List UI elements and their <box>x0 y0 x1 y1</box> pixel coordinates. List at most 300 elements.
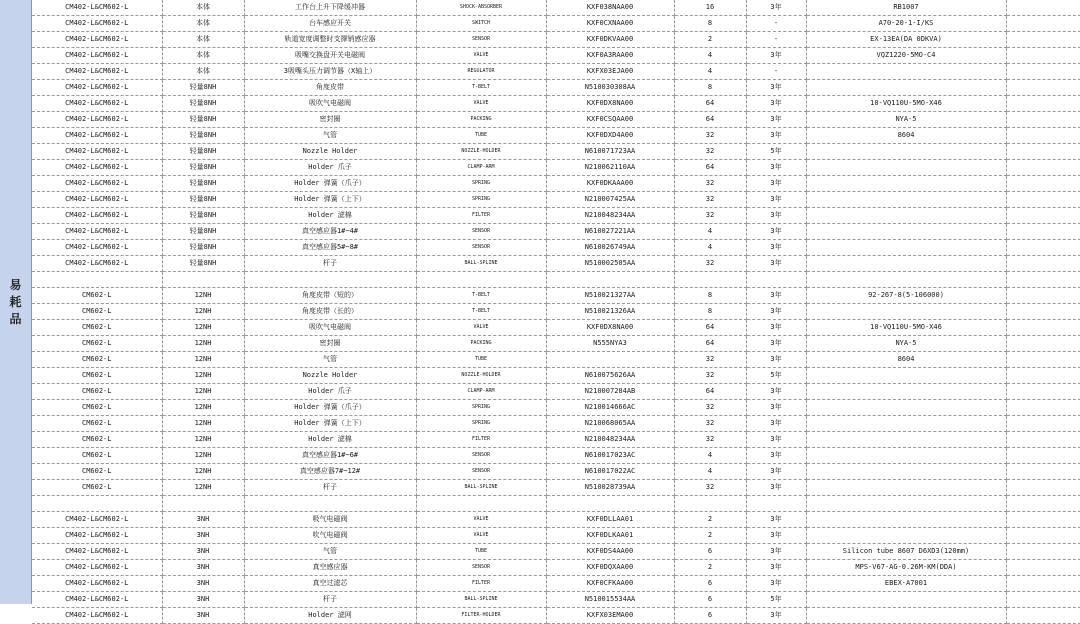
quantity-cell: 32 <box>674 176 746 192</box>
part-type-cell: CLAMP-ARM <box>416 160 546 176</box>
part-type-cell: SPRING <box>416 192 546 208</box>
part-type-cell: VALVE <box>416 320 546 336</box>
part-name-cell: Holder 滤网 <box>244 608 416 624</box>
part-type-cell: SENSOR <box>416 224 546 240</box>
empty-cell <box>244 272 416 288</box>
life-cell: 3年 <box>746 432 806 448</box>
note-cell <box>1006 576 1080 592</box>
spec-cell: NYA-5 <box>806 336 1006 352</box>
part-number-cell <box>546 352 674 368</box>
part-number-cell: N610017022AC <box>546 464 674 480</box>
life-cell: 3年 <box>746 96 806 112</box>
part-type-cell: BALL-SPLINE <box>416 480 546 496</box>
unit-cell: 轻量8NH <box>162 96 244 112</box>
table-row <box>32 16 1080 32</box>
spec-cell: 8604 <box>806 128 1006 144</box>
model-cell: CM402-L&CM602-L <box>32 16 162 32</box>
part-name-cell: 吸吹气电磁阀 <box>244 96 416 112</box>
part-type-cell: FILTER <box>416 432 546 448</box>
part-type-cell: VALVE <box>416 512 546 528</box>
model-cell: CM402-L&CM602-L <box>32 528 162 544</box>
quantity-cell: 4 <box>674 448 746 464</box>
empty-cell <box>1006 272 1080 288</box>
part-name-cell: 轨道宽度调整时支撑销感应器 <box>244 32 416 48</box>
model-cell: CM402-L&CM602-L <box>32 64 162 80</box>
quantity-cell: 64 <box>674 320 746 336</box>
part-type-cell: T-BELT <box>416 304 546 320</box>
life-cell: 3年 <box>746 160 806 176</box>
model-cell: CM402-L&CM602-L <box>32 96 162 112</box>
part-name-cell: 台车感应开关 <box>244 16 416 32</box>
part-number-cell: N610017023AC <box>546 448 674 464</box>
empty-cell <box>32 272 162 288</box>
table-row <box>32 528 1080 544</box>
unit-cell: 12NH <box>162 432 244 448</box>
quantity-cell: 8 <box>674 16 746 32</box>
quantity-cell: 4 <box>674 224 746 240</box>
table-row <box>32 544 1080 560</box>
life-cell: 3年 <box>746 608 806 624</box>
part-name-cell: 吸气电磁阀 <box>244 512 416 528</box>
table-row <box>32 448 1080 464</box>
empty-cell <box>674 496 746 512</box>
parts-table <box>32 0 1080 624</box>
model-cell: CM402-L&CM602-L <box>32 32 162 48</box>
part-number-cell: N610027221AA <box>546 224 674 240</box>
life-cell: 3年 <box>746 352 806 368</box>
quantity-cell: 2 <box>674 512 746 528</box>
spec-cell: 10-VQ110U-5MO-X46 <box>806 96 1006 112</box>
note-cell <box>1006 128 1080 144</box>
part-name-cell: Holder 爪子 <box>244 160 416 176</box>
life-cell: 3年 <box>746 384 806 400</box>
model-cell: CM602-L <box>32 320 162 336</box>
part-name-cell: 密封圈 <box>244 112 416 128</box>
spec-cell <box>806 304 1006 320</box>
life-cell: 3年 <box>746 208 806 224</box>
model-cell: CM402-L&CM602-L <box>32 144 162 160</box>
table-row <box>32 368 1080 384</box>
part-name-cell: Holder 弹簧（爪子） <box>244 400 416 416</box>
unit-cell: 本体 <box>162 0 244 16</box>
unit-cell: 轻量8NH <box>162 112 244 128</box>
table-row <box>32 384 1080 400</box>
model-cell: CM402-L&CM602-L <box>32 608 162 624</box>
quantity-cell: 6 <box>674 544 746 560</box>
part-name-cell: 吸吹气电磁阀 <box>244 320 416 336</box>
note-cell <box>1006 384 1080 400</box>
life-cell: 3年 <box>746 528 806 544</box>
part-name-cell: Holder 弹簧（上下） <box>244 192 416 208</box>
part-name-cell: 气管 <box>244 352 416 368</box>
table-row <box>32 432 1080 448</box>
empty-cell <box>806 496 1006 512</box>
unit-cell: 轻量8NH <box>162 224 244 240</box>
unit-cell: 本体 <box>162 32 244 48</box>
quantity-cell: 8 <box>674 288 746 304</box>
unit-cell: 3NH <box>162 608 244 624</box>
table-row <box>32 400 1080 416</box>
life-cell: 3年 <box>746 576 806 592</box>
part-name-cell: Holder 弹簧（上下） <box>244 416 416 432</box>
spec-cell: VQZ1220-5MO-C4 <box>806 48 1006 64</box>
note-cell <box>1006 608 1080 624</box>
spec-cell <box>806 192 1006 208</box>
table-row <box>32 224 1080 240</box>
life-cell: 3年 <box>746 80 806 96</box>
part-type-cell: VALVE <box>416 528 546 544</box>
part-type-cell: SENSOR <box>416 240 546 256</box>
life-cell: 3年 <box>746 112 806 128</box>
empty-cell <box>746 496 806 512</box>
life-cell: 3年 <box>746 304 806 320</box>
part-name-cell: 角度皮带（短的） <box>244 288 416 304</box>
unit-cell: 12NH <box>162 400 244 416</box>
spec-cell <box>806 416 1006 432</box>
life-cell: 5年 <box>746 368 806 384</box>
empty-cell <box>546 272 674 288</box>
model-cell: CM402-L&CM602-L <box>32 592 162 608</box>
table-row <box>32 592 1080 608</box>
unit-cell: 轻量8NH <box>162 80 244 96</box>
quantity-cell: 6 <box>674 592 746 608</box>
empty-cell <box>674 272 746 288</box>
unit-cell: 轻量8NH <box>162 128 244 144</box>
model-cell: CM402-L&CM602-L <box>32 0 162 16</box>
model-cell: CM402-L&CM602-L <box>32 544 162 560</box>
model-cell: CM602-L <box>32 416 162 432</box>
part-number-cell: N210014666AC <box>546 400 674 416</box>
spec-cell <box>806 64 1006 80</box>
empty-cell <box>416 496 546 512</box>
unit-cell: 轻量8NH <box>162 192 244 208</box>
note-cell <box>1006 544 1080 560</box>
model-cell: CM402-L&CM602-L <box>32 560 162 576</box>
note-cell <box>1006 176 1080 192</box>
part-number-cell: KXFX03EJA00 <box>546 64 674 80</box>
part-type-cell: TUBE <box>416 352 546 368</box>
part-name-cell: Holder 弹簧（爪子） <box>244 176 416 192</box>
part-name-cell: 杆子 <box>244 480 416 496</box>
quantity-cell: 32 <box>674 144 746 160</box>
unit-cell: 3NH <box>162 576 244 592</box>
spec-cell <box>806 480 1006 496</box>
empty-cell <box>162 272 244 288</box>
section-separator <box>32 496 1080 512</box>
unit-cell: 轻量8NH <box>162 160 244 176</box>
quantity-cell: 6 <box>674 608 746 624</box>
part-name-cell: Nozzle Holder <box>244 368 416 384</box>
unit-cell: 3NH <box>162 544 244 560</box>
table-row <box>32 352 1080 368</box>
category-char: 耗 <box>9 295 22 309</box>
part-number-cell: N510002505AA <box>546 256 674 272</box>
model-cell: CM602-L <box>32 336 162 352</box>
note-cell <box>1006 448 1080 464</box>
table-row <box>32 80 1080 96</box>
quantity-cell: 2 <box>674 32 746 48</box>
note-cell <box>1006 48 1080 64</box>
part-number-cell: KXF0DKVAA00 <box>546 32 674 48</box>
empty-cell <box>416 272 546 288</box>
part-name-cell: 真空感应器7#~12# <box>244 464 416 480</box>
spec-cell <box>806 592 1006 608</box>
spec-cell <box>806 224 1006 240</box>
quantity-cell: 2 <box>674 528 746 544</box>
unit-cell: 12NH <box>162 336 244 352</box>
quantity-cell: 32 <box>674 192 746 208</box>
life-cell: 3年 <box>746 176 806 192</box>
part-name-cell: 真空感应器5#~8# <box>244 240 416 256</box>
spec-cell: EBEX-A7001 <box>806 576 1006 592</box>
empty-cell <box>32 496 162 512</box>
life-cell: 3年 <box>746 480 806 496</box>
spec-cell <box>806 384 1006 400</box>
quantity-cell: 2 <box>674 560 746 576</box>
part-name-cell: 吸嘴交换盘开关电磁阀 <box>244 48 416 64</box>
quantity-cell: 8 <box>674 304 746 320</box>
part-number-cell: N610071723AA <box>546 144 674 160</box>
part-type-cell: SENSOR <box>416 448 546 464</box>
part-name-cell: 角度皮带 <box>244 80 416 96</box>
part-type-cell: T-BELT <box>416 80 546 96</box>
part-number-cell: N510021326AA <box>546 304 674 320</box>
part-number-cell: N610075626AA <box>546 368 674 384</box>
empty-cell <box>546 496 674 512</box>
note-cell <box>1006 304 1080 320</box>
note-cell <box>1006 336 1080 352</box>
note-cell <box>1006 592 1080 608</box>
note-cell <box>1006 144 1080 160</box>
part-number-cell: KXF0DLLAA01 <box>546 512 674 528</box>
quantity-cell: 64 <box>674 160 746 176</box>
note-cell <box>1006 0 1080 16</box>
model-cell: CM602-L <box>32 304 162 320</box>
model-cell: CM402-L&CM602-L <box>32 224 162 240</box>
model-cell: CM402-L&CM602-L <box>32 176 162 192</box>
spec-cell <box>806 608 1006 624</box>
model-cell: CM602-L <box>32 352 162 368</box>
model-cell: CM602-L <box>32 448 162 464</box>
quantity-cell: 32 <box>674 480 746 496</box>
spec-cell <box>806 432 1006 448</box>
model-cell: CM602-L <box>32 400 162 416</box>
spec-cell <box>806 400 1006 416</box>
part-number-cell: N510028739AA <box>546 480 674 496</box>
empty-cell <box>746 272 806 288</box>
note-cell <box>1006 224 1080 240</box>
note-cell <box>1006 528 1080 544</box>
part-type-cell: T-BELT <box>416 288 546 304</box>
part-number-cell: N510030308AA <box>546 80 674 96</box>
quantity-cell: 4 <box>674 48 746 64</box>
life-cell: - <box>746 32 806 48</box>
part-name-cell: 工作台上升下降缓冲器 <box>244 0 416 16</box>
spec-cell <box>806 448 1006 464</box>
category-label <box>0 277 31 328</box>
part-number-cell: N610026749AA <box>546 240 674 256</box>
part-number-cell: KXF0DS4AA00 <box>546 544 674 560</box>
model-cell: CM402-L&CM602-L <box>32 512 162 528</box>
unit-cell: 12NH <box>162 448 244 464</box>
life-cell: 3年 <box>746 512 806 528</box>
spec-cell: NYA-5 <box>806 112 1006 128</box>
model-cell: CM602-L <box>32 368 162 384</box>
quantity-cell: 64 <box>674 336 746 352</box>
part-type-cell: CLAMP-ARM <box>416 384 546 400</box>
spec-cell <box>806 368 1006 384</box>
quantity-cell: 6 <box>674 576 746 592</box>
table-row <box>32 144 1080 160</box>
unit-cell: 3NH <box>162 528 244 544</box>
empty-cell <box>244 496 416 512</box>
part-name-cell: 真空过滤芯 <box>244 576 416 592</box>
part-number-cell: KXF0CXNAA00 <box>546 16 674 32</box>
part-number-cell: N210048234AA <box>546 208 674 224</box>
part-type-cell: TUBE <box>416 544 546 560</box>
life-cell: 3年 <box>746 448 806 464</box>
spec-cell: Silicon tube 8607 D6XD3(120mm) <box>806 544 1006 560</box>
table-row <box>32 64 1080 80</box>
part-name-cell: 密封圈 <box>244 336 416 352</box>
life-cell: 3年 <box>746 544 806 560</box>
note-cell <box>1006 192 1080 208</box>
quantity-cell: 4 <box>674 240 746 256</box>
life-cell: 3年 <box>746 224 806 240</box>
part-number-cell: KXF0DLKAA01 <box>546 528 674 544</box>
empty-cell <box>806 272 1006 288</box>
note-cell <box>1006 352 1080 368</box>
part-number-cell: N210068065AA <box>546 416 674 432</box>
section-separator <box>32 272 1080 288</box>
note-cell <box>1006 464 1080 480</box>
table-row <box>32 96 1080 112</box>
table-row <box>32 160 1080 176</box>
life-cell: 3年 <box>746 560 806 576</box>
quantity-cell: 64 <box>674 384 746 400</box>
model-cell: CM602-L <box>32 464 162 480</box>
note-cell <box>1006 240 1080 256</box>
part-number-cell: KXF0DXD4A00 <box>546 128 674 144</box>
part-type-cell: SENSOR <box>416 464 546 480</box>
life-cell: 3年 <box>746 320 806 336</box>
note-cell <box>1006 16 1080 32</box>
part-number-cell: N210007284AB <box>546 384 674 400</box>
table-row <box>32 256 1080 272</box>
part-number-cell: KXF0DKAAA00 <box>546 176 674 192</box>
part-name-cell: 真空感应器1#~6# <box>244 448 416 464</box>
spec-cell <box>806 528 1006 544</box>
part-name-cell: 真空感应器 <box>244 560 416 576</box>
part-name-cell: 角度皮带（长的） <box>244 304 416 320</box>
quantity-cell: 4 <box>674 464 746 480</box>
quantity-cell: 32 <box>674 400 746 416</box>
life-cell: 3年 <box>746 240 806 256</box>
quantity-cell: 8 <box>674 80 746 96</box>
table-row <box>32 128 1080 144</box>
part-type-cell: BALL-SPLINE <box>416 256 546 272</box>
note-cell <box>1006 64 1080 80</box>
part-name-cell: 吹气电磁阀 <box>244 528 416 544</box>
table-row <box>32 48 1080 64</box>
unit-cell: 12NH <box>162 368 244 384</box>
table-row <box>32 320 1080 336</box>
part-type-cell: NOZZLE-HOLDER <box>416 144 546 160</box>
spec-cell <box>806 256 1006 272</box>
unit-cell: 3NH <box>162 512 244 528</box>
model-cell: CM402-L&CM602-L <box>32 576 162 592</box>
table-row <box>32 480 1080 496</box>
model-cell: CM402-L&CM602-L <box>32 112 162 128</box>
part-number-cell: N510015534AA <box>546 592 674 608</box>
category-sidebar <box>0 0 32 604</box>
unit-cell: 12NH <box>162 416 244 432</box>
part-type-cell: PACKING <box>416 336 546 352</box>
part-type-cell: REGULATOR <box>416 64 546 80</box>
part-number-cell: N555NYA3 <box>546 336 674 352</box>
category-char: 品 <box>9 312 22 326</box>
model-cell: CM602-L <box>32 384 162 400</box>
unit-cell: 12NH <box>162 464 244 480</box>
table-row <box>32 336 1080 352</box>
part-number-cell: N510021327AA <box>546 288 674 304</box>
life-cell: 3年 <box>746 256 806 272</box>
unit-cell: 3NH <box>162 592 244 608</box>
table-row <box>32 512 1080 528</box>
model-cell: CM402-L&CM602-L <box>32 208 162 224</box>
unit-cell: 轻量8NH <box>162 240 244 256</box>
unit-cell: 12NH <box>162 352 244 368</box>
note-cell <box>1006 112 1080 128</box>
part-name-cell: 杆子 <box>244 256 416 272</box>
note-cell <box>1006 432 1080 448</box>
note-cell <box>1006 288 1080 304</box>
unit-cell: 12NH <box>162 320 244 336</box>
life-cell: - <box>746 64 806 80</box>
unit-cell: 轻量8NH <box>162 256 244 272</box>
spec-cell: A70-20-1-I/KS <box>806 16 1006 32</box>
unit-cell: 3NH <box>162 560 244 576</box>
spec-cell <box>806 208 1006 224</box>
note-cell <box>1006 96 1080 112</box>
unit-cell: 轻量8NH <box>162 176 244 192</box>
life-cell: 3年 <box>746 128 806 144</box>
life-cell: 3年 <box>746 192 806 208</box>
table-row <box>32 208 1080 224</box>
part-type-cell: SHOCK-ABSORBER <box>416 0 546 16</box>
part-number-cell: KXF0A3RAA00 <box>546 48 674 64</box>
part-number-cell: KXF0DX8NA00 <box>546 96 674 112</box>
unit-cell: 本体 <box>162 64 244 80</box>
life-cell: 3年 <box>746 0 806 16</box>
model-cell: CM602-L <box>32 288 162 304</box>
part-type-cell: TUBE <box>416 128 546 144</box>
table-row <box>32 112 1080 128</box>
note-cell <box>1006 256 1080 272</box>
spec-cell: MPS-V67-AG-0.26M-KM(DDA) <box>806 560 1006 576</box>
part-type-cell: VALVE <box>416 96 546 112</box>
model-cell: CM402-L&CM602-L <box>32 160 162 176</box>
part-number-cell: KXF0DQXAA00 <box>546 560 674 576</box>
spec-cell: 10-VQ110U-5MO-X46 <box>806 320 1006 336</box>
part-type-cell: FILTER <box>416 208 546 224</box>
part-type-cell: FILTER <box>416 576 546 592</box>
unit-cell: 12NH <box>162 304 244 320</box>
table-row <box>32 416 1080 432</box>
quantity-cell: 16 <box>674 0 746 16</box>
note-cell <box>1006 160 1080 176</box>
table-row <box>32 464 1080 480</box>
